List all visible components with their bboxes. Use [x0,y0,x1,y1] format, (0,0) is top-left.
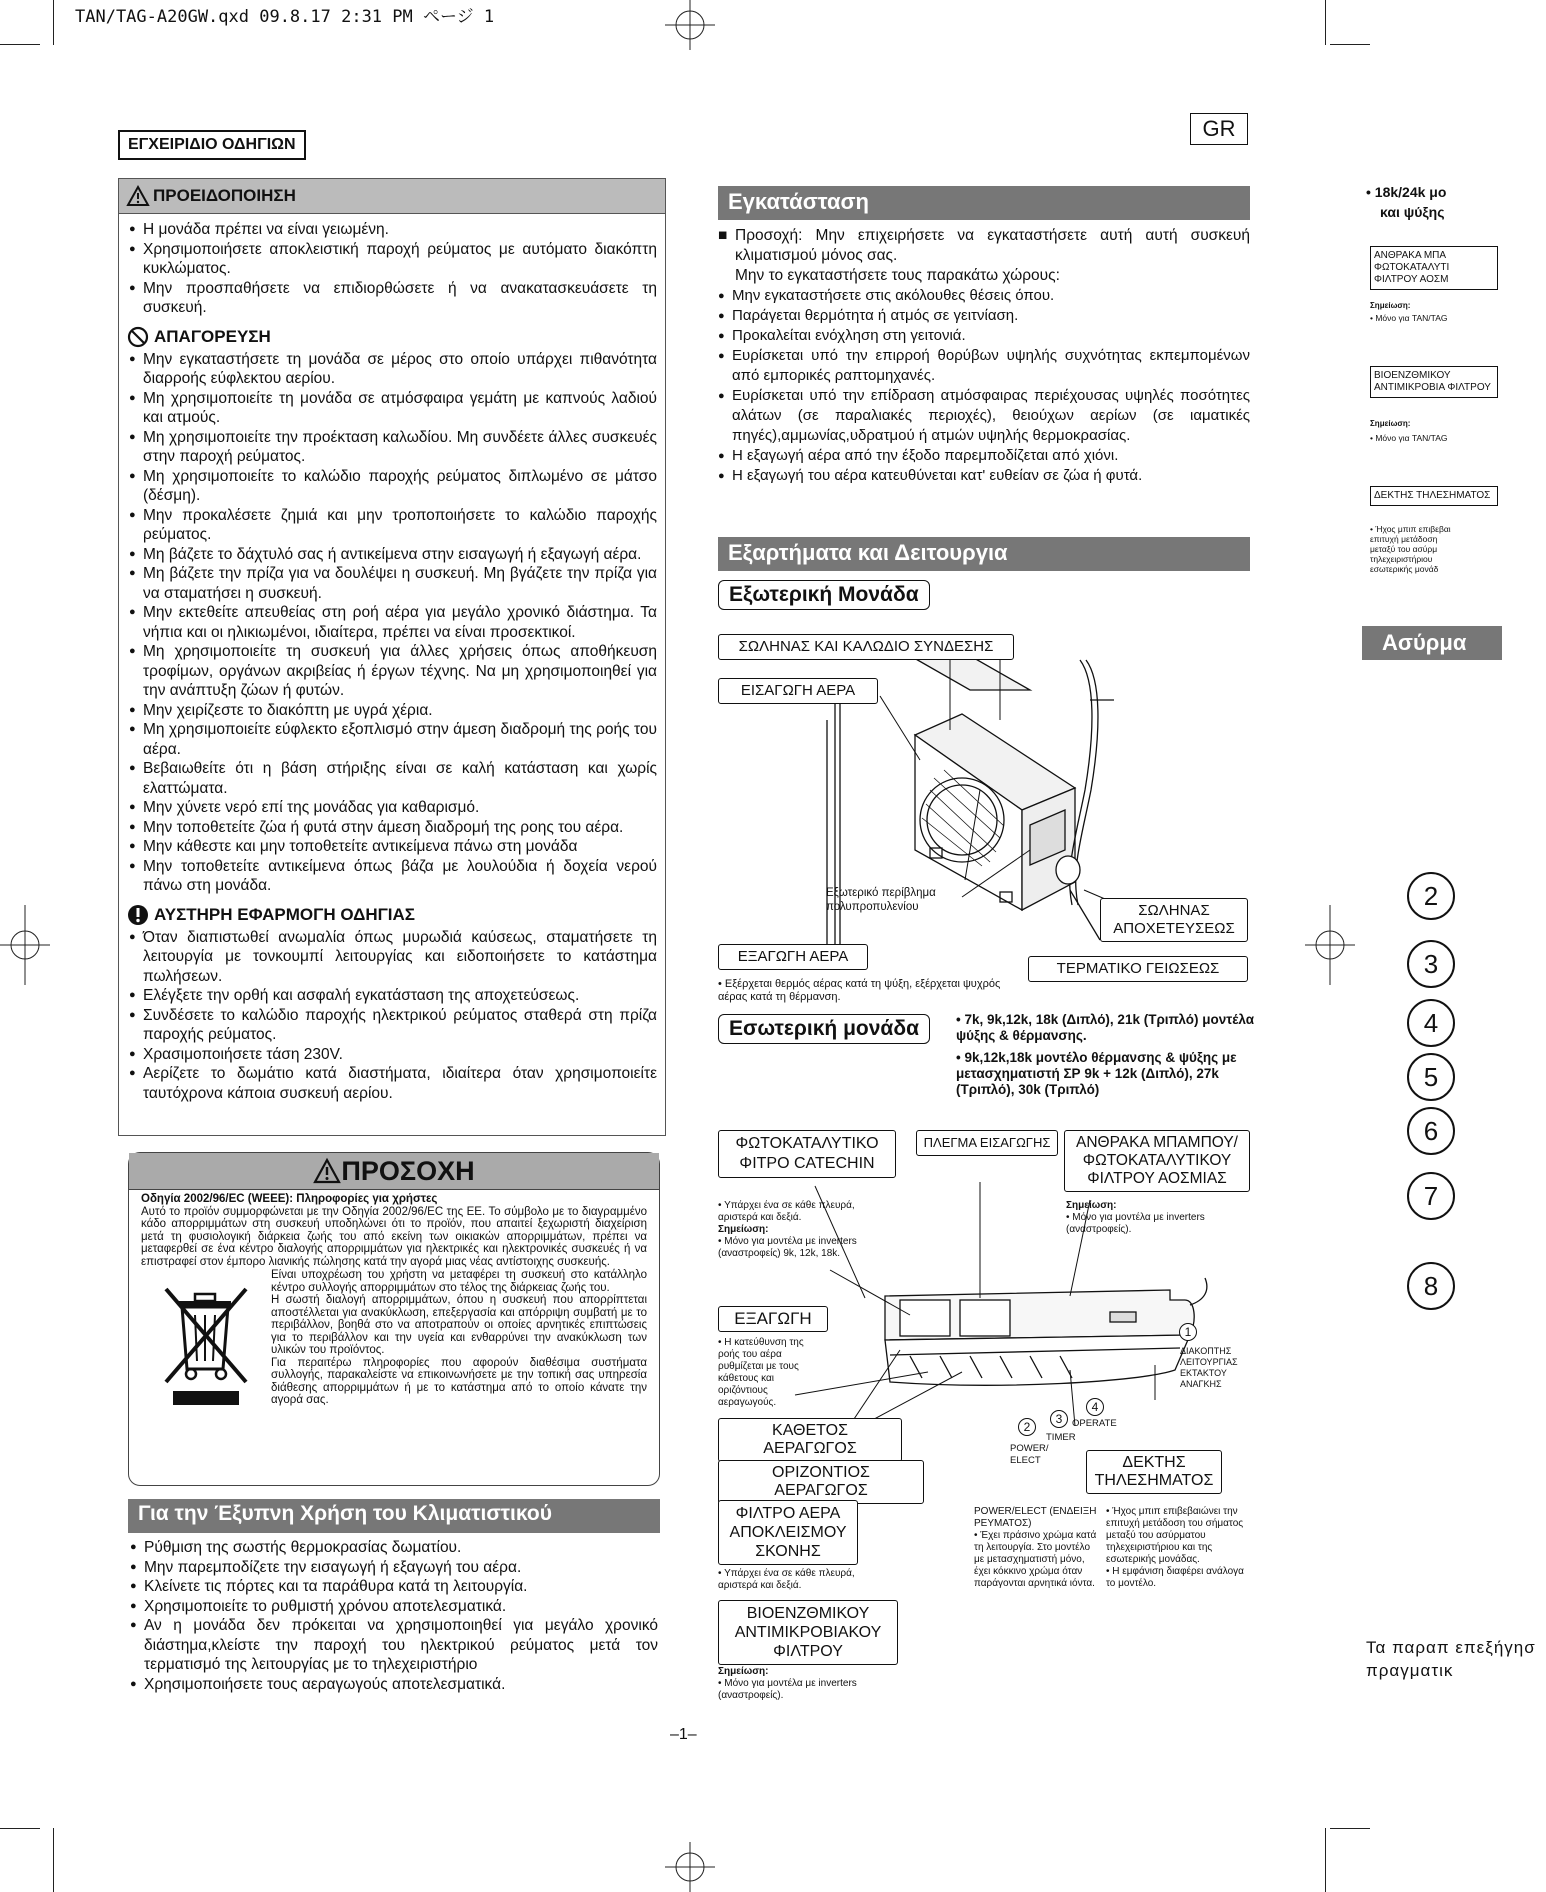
list-item: ● Χρησιμοποιήσετε αποκλειστική παροχή ρεύματος με αυτόματο διακόπτη κυκλώματος. [129,240,657,279]
list-item: ● Μη βάζετε την πρίζα για να δουλέψει η συσκευή. Μη βγάζετε την πρίζα για να σταματήσει η συσκευή. [129,564,657,603]
label-timer: TIMER [1046,1432,1076,1443]
indicator-number: 4 [1086,1398,1104,1416]
list-item: ● Μην παρεμποδίζετε την εισαγωγή ή εξαγωγή του αέρα. [130,1558,658,1578]
edge-number: 6 [1407,1107,1455,1155]
smart-use-list [130,1538,658,1694]
label-ground-terminal: ΤΕΡΜΑΤΙΚΟ ΓΕΙΩΣΕΩΣ [1028,956,1248,982]
list-item: ● Μην εγκαταστήσετε τη μονάδα σε μέρος στο οποίο υπάρχει πιθανότητα διαρροής εύφλεκτου αερίου. [129,350,657,389]
list-item: ● Ρύθμιση της σωστής θερμοκρασίας δωματίου. [130,1538,658,1558]
prohibition-list [119,348,665,896]
list-item: ● Αερίζετε το δωμάτιο κατά διαστήματα, ιδιαίτερα όταν χρησιμοποιείτε ταυτόχρονα κάποια συσκευή αερίου. [129,1064,657,1103]
weee-paragraph: Για περαιτέρω πληροφορίες που αφορούν διαθέσιμα συστήματα συλλογής, παρακαλείστε να επικοινωνήσετε με την τοπική σας υπηρεσία διάθεσης απορριμμάτων ή με το κατάστημα από το οποίο κάνατε την αγορά σας. [271,1356,647,1406]
list-item: ● Μη χρησιμοποιείτε τη μονάδα σε ατμόσφαιρα γεμάτη με καπνούς λαδιού και ατμούς. [129,389,657,428]
list-item: ● Μην εκτεθείτε απευθείας στη ροή αέρα για μεγάλο χρονικό διάστημα. Τα νήπια και οι ηλικιωμένοι, ιδιαίτερα, πρέπει να είναι προσεκτικοί. [129,603,657,642]
smart-use-title: Για την Έξυπνη Χρήση του Κλιματιστικού [128,1499,660,1533]
list-item: ● Αν η μονάδα δεν πρόκειται να χρησιμοποιηθεί για μεγάλο χρονικό διάστημα,κλείστε την παροχή του ηλεκτρικού ρεύματος μετά τον τερματισμό της λειτουργίας με το τηλεχειριστήριο [130,1616,658,1675]
label-dust-filter: ΦΙΛΤΡΟ ΑΕΡΑ ΑΠΟΚΛΕΙΣΜΟΥ ΣΚΟΝΗΣ [718,1500,858,1565]
label-signal-receiver: ΔΕΚΤΗΣ ΤΗΛΕΣΗΜΑΤΟΣ [1086,1450,1222,1494]
list-item: ● Μην προσπαθήσετε να επιδιορθώσετε ή να ανακατασκευάσετε τη συσκευή. [129,279,657,318]
catechin-note-1: • Υπάρχει ένα σε κάθε πλευρά, αριστερά και δεξιά. [718,1200,855,1223]
file-info: TAN/TAG-A20GW.qxd 09.8.17 2:31 PM ページ 1 [75,7,495,27]
label-casing: Εξωτερικό περίβλημα πολυπροπυλενίου [826,887,936,913]
label-bioenzyme-filter: ΒΙΟΕΝΖΘΜΙΚΟΥ ΑΝΤΙΜΙΚΡΟΒΙΑΚΟΥ ΦΙΛΤΡΟΥ [718,1600,898,1665]
label-air-inlet: ΕΙΣΑΓΩΓΗ ΑΕΡΑ [718,678,878,704]
edge-note: • Μόνο για TAN/TAG [1370,313,1448,323]
edge-note-label: Σημείωση: [1370,419,1411,428]
catechin-note [718,1200,888,1260]
warning-box [118,178,666,1136]
weee-paragraph: Η σωστή διαλογή απορριμμάτων, όπου η συσκευή που απορρίπτεται αποστέλλεται για ανακύκλωση, επεξεργασία και απόρριψη συμβατή με το περιβάλλον, βοηθά στο να αποτραπούν οι οποίες αρνητικές επιπτώσεις για το περιβάλλον και την υγεία και ενθαρρύνει την ανακύκλωση των υλικών του προϊόντος. [271,1294,647,1356]
bioenzyme-note [718,1666,898,1702]
power-note-text: • Έχει πράσινο χρώμα κατά τη λειτουργία. Στο μοντέλο με μετασχηματιστή μόνο, έχει κόκκινο χρώμα όταν παράγονται αρνητικά ιόντα. [974,1530,1097,1589]
list-item: ● Μη χρησιμοποιείτε την προέκταση καλωδίου. Μη συνδέετε άλλες συσκευές στην παροχή ρεύματος. [129,428,657,467]
edge-heading: • 18k/24k μο [1366,184,1447,200]
strict-list [119,926,665,1104]
label-air-outlet: ΕΞΑΓΩΓΗ ΑΕΡΑ [718,944,868,970]
caution-title: ΠΡΟΣΟΧΗ [341,1155,475,1186]
edge-heading-2: και ψύξης [1380,204,1445,220]
prohibition-heading [119,318,665,348]
note-label: Σημείωση: [718,1224,769,1235]
receiver-note [1106,1506,1254,1590]
label-operate: OPERATE [1072,1418,1117,1429]
list-item: ● Μην κάθεστε και μην τοποθετείτε αντικείμενα πάνω στη μονάδα [129,837,657,857]
strict-title: ΑΥΣΤΗΡΗ ΕΦΑΡΜΟΓΗ ΟΔΗΓΙΑΣ [154,904,416,924]
bioenzyme-note-text: • Μόνο για μοντέλα με inverters (αναστροφείς). [718,1678,857,1701]
charcoal-note-text: • Μόνο για μοντέλα με inverters (αναστροφείς). [1066,1212,1205,1235]
list-item: ● Η εξαγωγή του αέρα κατευθύνεται κατ' ευθείαν σε ζώα ή φυτά. [718,466,1250,486]
list-item: ● Χρησιμοποιήσετε τους αεραγωγούς αποτελεσματικά. [130,1675,658,1695]
edge-bottom-text: Τα παραπ επεξήγησ πραγματικ [1366,1638,1536,1680]
label-emergency-switch: ΔΙΑΚΟΠΤΗΣ ΛΕΙΤΟΥΡΓΙΑΣ ΕΚΤΑΚΤΟΥ ΑΝΑΓΚΗΣ [1180,1346,1238,1389]
edge-bar: Ασύρμα [1362,626,1502,660]
list-item: ● Μην χειρίζεστε το διακόπτη με υγρά χέρια. [129,701,657,721]
next-page-edge [1362,0,1536,1892]
list-item: ● Μην εγκαταστήσετε στις ακόλουθες θέσεις όπου. [718,286,1250,306]
indoor-models-2: • 9k,12k,18k μοντέλο θέρμανσης & ψύξης με μετασχηματιστή ΣΡ 9k + 12k (Διπλό), 27k (Τριπλό), 30k (Τριπλό) [956,1050,1237,1097]
caution-header [129,1153,659,1190]
prohibition-icon [127,326,149,348]
exclamation-icon [127,904,149,926]
charcoal-note [1066,1200,1246,1236]
prohibition-title: ΑΠΑΓΟΡΕΥΣΗ [154,326,271,346]
warning-title: ΠΡΟΕΙΔΟΠΟΙΗΣΗ [153,186,296,205]
label-intake-grille: ΠΛΕΓΜΑ ΕΙΣΑΓΩΓΗΣ [916,1130,1058,1156]
crossed-bin-icon [151,1279,261,1414]
label-outlet: ΕΞΑΓΩΓΗ [718,1306,828,1332]
label-power-elect: POWER/ ELECT [1010,1443,1049,1466]
edge-number: 7 [1407,1172,1455,1220]
strict-heading [119,896,665,926]
indicator-number: 1 [1179,1323,1197,1341]
installation-section [718,226,1250,486]
weee-paragraph: Αυτό το προϊόν συμμορφώνεται με την Οδηγία 2002/96/EC της ΕΕ. Το σύμβολο με το διαγραμμένο κάδο απορριμμάτων στη συσκευή υποδηλώνει ότι το προϊόν, που απαιτεί ξεχωριστή διαχείριση μετά τη φυσιολογική διάρκεια ζωής του από εκείνη των οικιακών απορριμμάτων, πρέπει να μεταφερθεί σε ένα κέντρο διαλογής απορριμμάτων για ηλεκτρικές και ηλεκτρονικές συσκευές ή να επιστραφεί στον έμπορο λιανικής πώλησης κατά την αγορά μιας νέας αντίστοιχης συσκευής. [141,1205,647,1268]
label-connection-pipe: ΣΩΛΗΝΑΣ ΚΑΙ ΚΑΛΩΔΙΟ ΣΥΝΔΕΣΗΣ [718,634,1014,660]
label-horizontal-louver: ΟΡΙΖΟΝΤΙΟΣ ΑΕΡΑΓΩΓΟΣ [718,1460,924,1504]
warning-triangle-icon [313,1158,341,1184]
note-label: Σημείωση: [718,1666,769,1677]
label-catechin-filter: ΦΩΤΟΚΑΤΑΛΥΤΙΚΟ ΦΙΤΡΟ CATECHIN [718,1130,896,1178]
receiver-note-2: • Η εμφάνιση διαφέρει ανάλογα το μοντέλο. [1106,1566,1244,1589]
edge-note-label: Σημείωση: [1370,301,1411,310]
dust-note: • Υπάρχει ένα σε κάθε πλευρά, αριστερά και δεξιά. [718,1568,855,1591]
indicator-number: 2 [1018,1418,1036,1436]
weee-title: Οδηγία 2002/96/EC (WEEE): Πληροφορίες για χρήστες [141,1193,438,1205]
indoor-models-1: • 7k, 9k,12k, 18k (Διπλό), 21k (Τριπλό) μοντέλα ψύξης & θέρμανσης. [956,1012,1254,1043]
list-item: ● Μη βάζετε το δάχτυλό σας ή αντικείμενα στην εισαγωγή ή εξαγωγή αέρα. [129,545,657,565]
list-item: ● Μην προκαλέσετε ζημιά και μην τροποποιήσετε το καλώδιο παροχής ρεύματος. [129,506,657,545]
list-item: ● Χρασιμοποιήσετε τάση 230V. [129,1045,657,1065]
square-bullet-icon: ■ [718,227,728,244]
power-note [974,1506,1102,1590]
list-item: ● Μη χρησιμοποιείτε το καλώδιο παροχής ρεύματος διπλωμένο σε μάτσο (δέσμη). [129,467,657,506]
indicator-number: 3 [1050,1410,1068,1428]
outdoor-unit-title: Εξωτερική Μονάδα [718,580,930,610]
list-item: ● Συνδέσετε το καλώδιο παροχής ηλεκτρικού ρεύματος σταθερά στη πρίζα παροχής ρεύματος. [129,1006,657,1045]
installation-title: Εγκατάσταση [718,186,1250,220]
list-item: ● Όταν διαπιστωθεί ανωμαλία όπως μυρωδιά καύσεως, σταματήσετε τη λειτουργία με τονκουμπί λειτουργίας και ειδοποιήσετε το κατάστημα πωλήσεων. [129,928,657,987]
list-item: ● Παράγεται θερμότητα ή ατμός σε γειτνίαση. [718,306,1250,326]
list-item: ● Χρησιμοποιείτε το ρυθμιστή χρόνου αποτελεσματικά. [130,1597,658,1617]
list-item: ● Ευρίσκεται υπό την επιρροή θορύβων υψηλής συχνότητας εκπεμπομένων από εμπορικές ραπτομηχανές. [718,346,1250,386]
indoor-unit-title: Εσωτερική μονάδα [718,1014,930,1044]
edge-box: ΒΙΟΕΝΖΘΜΙΚΟΥ ΑΝΤΙΜΙΚΡΟΒΙΑ ΦΙΛΤΡΟΥ [1370,366,1498,398]
power-note-title: POWER/ELECT (ΕΝΔΕΙΞΗ ΡΕΥΜΑΤΟΣ) [974,1506,1097,1529]
page-number: –1– [670,1726,697,1743]
edge-note: • Ήχος μπιπ επιβεβαι επιτυχή μετάδοση μεταξύ του ασύρμ τηλεχειριστήριου εσωτερικής μονάδ [1370,524,1451,574]
parts-title: Εξαρτήματα και Δειτουργια [718,537,1250,571]
list-item: ● Η εξαγωγή αέρα από την έξοδο παρεμποδίζεται από χιόνι. [718,446,1250,466]
outdoor-note: • Εξέρχεται θερμός αέρας κατά τη ψύξη, εξέρχεται ψυχρός αέρας κατά τη θέρμανση. [718,978,1001,1003]
receiver-note-1: • Ήχος μπιπ επιβεβαιώνει την επιτυχή μετάδοση του σήματος μεταξύ του ασύρματου τηλεχειριστήριου και της εσωτερικής μονάδας. [1106,1506,1244,1565]
list-item: ● Κλείνετε τις πόρτες και τα παράθυρα κατά τη λειτουργία. [130,1577,658,1597]
list-item: ● Μην τοποθετείτε αντικείμενα όπως βάζα με λουλούδια ή δοχεία νερού πάνω στη μονάδα. [129,857,657,896]
note-label: Σημείωση: [1066,1200,1117,1211]
list-item: ● Μη χρησιμοποιείτε εύφλεκτο εξοπλισμό στην άμεση διαδρομή της ροής του αέρα. [129,720,657,759]
installation-list [718,286,1250,486]
language-badge: GR [1190,113,1248,145]
warning-list [119,214,665,318]
weee-paragraph: Είναι υποχρέωση του χρήστη να μεταφέρει τη συσκευή στο κατάλληλο κέντρο συλλογής απορριμμάτων στο τέλος της διάρκειας ζωής του. [271,1269,647,1294]
catechin-note-2: • Μόνο για μοντέλα με inverters (αναστροφείς) 9k, 12k, 18k. [718,1236,857,1259]
caution-box [128,1152,660,1486]
list-item: ● Μην τοποθετείτε ζώα ή φυτά στην άμεση διαδρομή της ροης του αέρα. [129,818,657,838]
installation-intro: Προσοχή: Μην επιχειρήσετε να εγκαταστήσετε αυτή αυτή συσκευή κλιματισμού μόνος σας. [735,227,1250,264]
list-item: ● Μη χρησιμοποιείτε τη συσκευή για άλλες χρήσεις όπως αποθήκευση τροφίμων, οργάνων ακριβείας ή έργων τέχνης. Να μη χρησιμοποιηθεί για την ανάπτυξη ζώων ή φυτών. [129,642,657,701]
warning-header [119,179,665,214]
label-charcoal-filter: ΑΝΘΡΑΚΑ ΜΠΑΜΠΟΥ/ ΦΩΤΟΚΑΤΑΛΥΤΙΚΟΥ ΦΙΛΤΡΟΥ ΑΟΣΜΙΑΣ [1064,1130,1250,1192]
installation-intro2: Μην το εγκαταστήσετε τους παρακάτω χώρους: [735,267,1060,284]
manual-title: ΕΓΧΕΙΡΙΔΙΟ ΟΔΗΓΙΩΝ [118,130,306,160]
list-item: ● Βεβαιωθείτε ότι η βάση στήριξης είναι σε καλή κατάσταση και χωρίς ελαττώματα. [129,759,657,798]
edge-number: 2 [1407,872,1455,920]
outlet-note: • Η κατεύθυνση της ροής του αέρα ρυθμίζεται με τους κάθετους και οριζόντιους αεραγωγούς. [718,1337,804,1408]
edge-number: 8 [1407,1262,1455,1310]
list-item: ● Προκαλείται ενόχληση στη γειτονιά. [718,326,1250,346]
list-item: ● Μην χύνετε νερό επί της μονάδας για καθαρισμό. [129,798,657,818]
list-item: ● Ευρίσκεται υπό την επίδραση ατμόσφαιρας περιέχουσας υψηλές ποσότητες αλάτων (σε παραλιακές περιοχές), θειούχων αερίων (σε ιαματικές πηγές),αμμωνίας,υδρατμού ή ατμών υψηλής θερμοκρασίας. [718,386,1250,446]
edge-number: 5 [1407,1053,1455,1101]
label-drain-hose: ΣΩΛΗΝΑΣ ΑΠΟΧΕΤΕΥΣΕΩΣ [1100,898,1248,942]
edge-box: ΑΝΘΡΑΚΑ ΜΠΑ ΦΩΤΟΚΑΤΑΛΥΤΙ ΦΙΛΤΡΟΥ ΑΟΣΜ [1370,246,1498,290]
edge-note: • Μόνο για TAN/TAG [1370,433,1448,443]
label-vertical-louver: ΚΑΘΕΤΟΣ ΑΕΡΑΓΩΓΟΣ [718,1418,902,1462]
weee-text [129,1190,659,1414]
list-item: ● Ελέγξετε την ορθή και ασφαλή εγκατάσταση της αποχετεύσεως. [129,986,657,1006]
edge-number: 4 [1407,999,1455,1047]
warning-triangle-icon [127,186,149,206]
edge-number: 3 [1407,940,1455,988]
edge-box: ΔΕΚΤΗΣ ΤΗΛΕΣΗΜΑΤΟΣ [1370,486,1498,506]
list-item: ● Η μονάδα πρέπει να είναι γειωμένη. [129,220,657,240]
